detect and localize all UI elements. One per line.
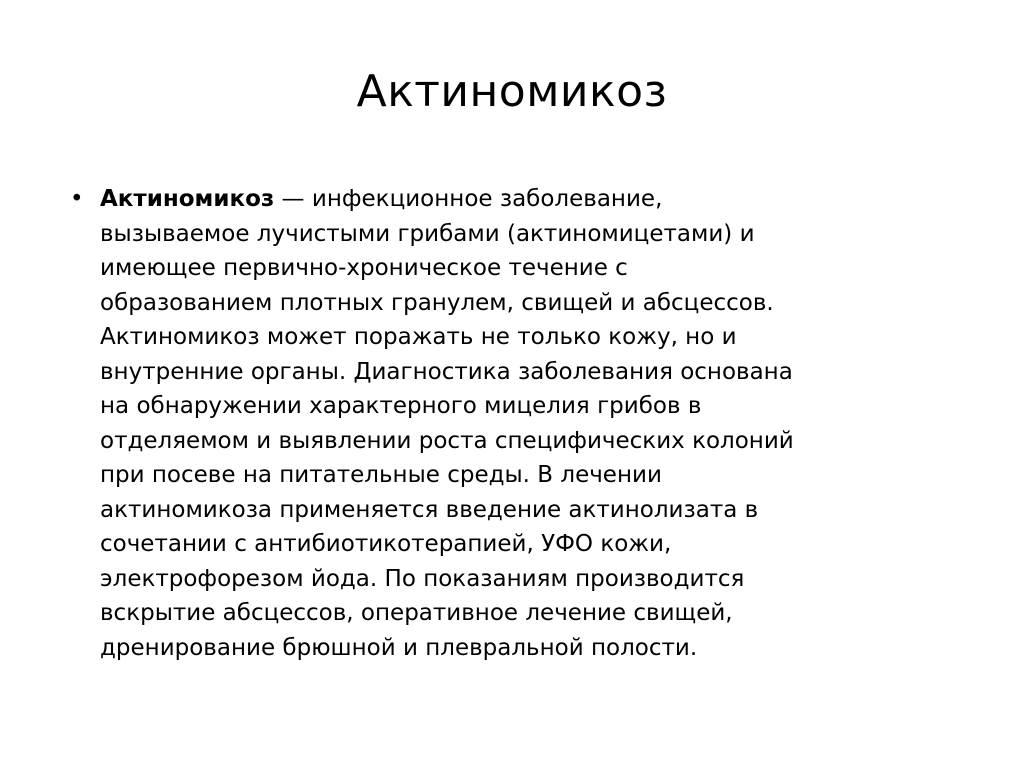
bullet-marker: • xyxy=(70,186,84,212)
bullet-text xyxy=(100,182,970,665)
term-bold: Актиномикоз xyxy=(100,186,275,212)
definition-text: — инфекционное заболевание, вызываемое лучистыми грибами (актиномицетами) и имеющее первично-хроническое течение с образованием плотных гранулем, свищей и абсцессов. Актиномикоз может поражать не только кожу, но и внутренние органы. Диагностика заболевания основана на обнаружении характерного мицелия грибов в отделяемом и выявлении роста специфических колоний при посеве на питательные среды. В лечении актиномикоза применяется введение актинолизата в сочетании с антибиотикотерапией, УФО кожи, электрофорезом йода. По показаниям производится вскрытие абсцессов, оперативное лечение свищей, дренирование брюшной и плевральной полости. xyxy=(100,186,794,661)
slide-title: Актиномикоз xyxy=(356,66,668,117)
bullet-list xyxy=(70,182,970,665)
list-item xyxy=(70,182,970,665)
